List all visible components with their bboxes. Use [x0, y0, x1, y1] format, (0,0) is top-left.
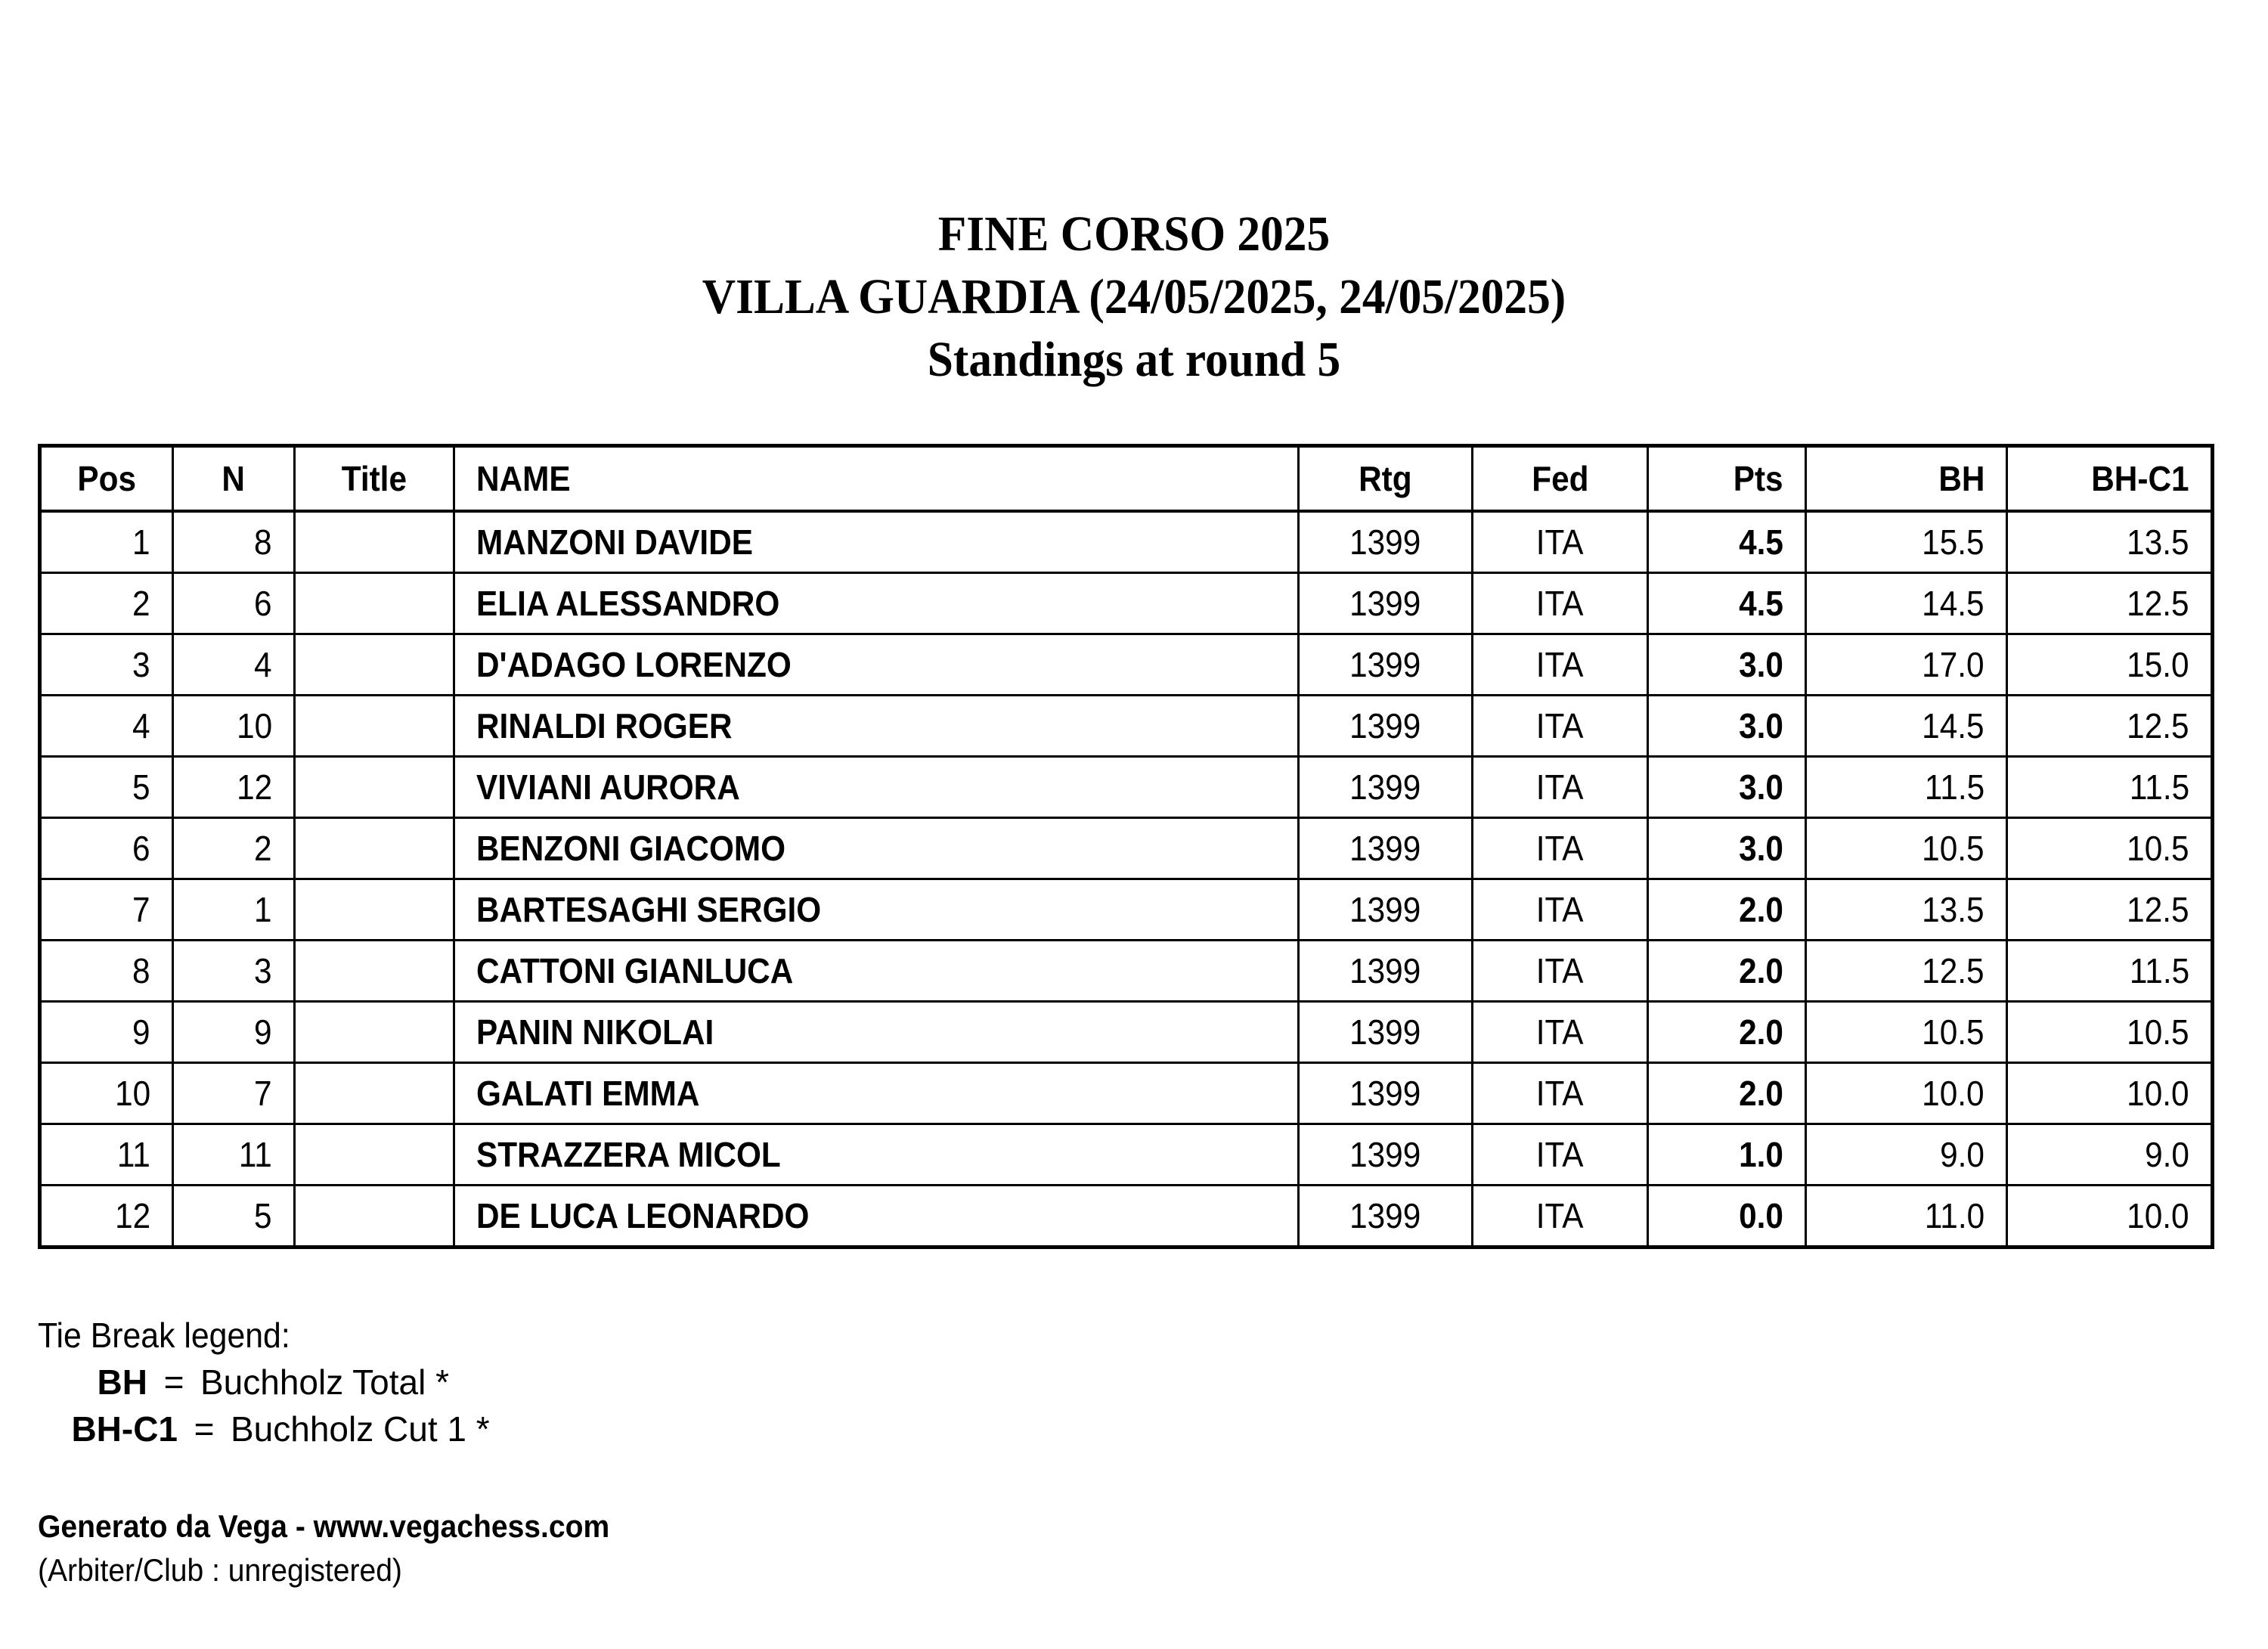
cell-title [295, 818, 454, 879]
table-row [40, 879, 2213, 941]
cell-buchholz-cut1: 10.0 [2007, 1063, 2213, 1124]
cell-buchholz-cut1: 13.5 [2007, 511, 2213, 573]
cell-n: 7 [173, 1063, 295, 1124]
legend-title: Tie Break legend: [38, 1316, 290, 1355]
cell-rating: 1399 [1299, 818, 1473, 879]
cell-pos: 3 [40, 634, 173, 696]
cell-title [295, 1186, 454, 1248]
cell-buchholz-cut1: 11.5 [2007, 757, 2213, 818]
cell-buchholz-cut1: 9.0 [2007, 1124, 2213, 1186]
cell-rating: 1399 [1299, 511, 1473, 573]
cell-pos: 8 [40, 941, 173, 1002]
cell-title [295, 1124, 454, 1186]
cell-federation: ITA [1473, 511, 1648, 573]
cell-n: 4 [173, 634, 295, 696]
cell-n: 8 [173, 511, 295, 573]
column-header-n: N [173, 446, 295, 512]
tie-break-legend [38, 1312, 490, 1452]
table-row [40, 696, 2213, 757]
cell-buchholz: 14.5 [1806, 696, 2007, 757]
cell-n: 5 [173, 1186, 295, 1248]
tournament-location-dates: VILLA GUARDIA (24/05/2025, 24/05/2025) [702, 269, 1566, 324]
cell-title [295, 1002, 454, 1063]
table-row [40, 634, 2213, 696]
cell-federation: ITA [1473, 1063, 1648, 1124]
cell-buchholz-cut1: 12.5 [2007, 696, 2213, 757]
cell-n: 12 [173, 757, 295, 818]
cell-player-name: VIVIANI AURORA [454, 757, 1299, 818]
cell-buchholz-cut1: 10.5 [2007, 1002, 2213, 1063]
cell-buchholz-cut1: 11.5 [2007, 941, 2213, 1002]
table-row [40, 511, 2213, 573]
cell-rating: 1399 [1299, 1063, 1473, 1124]
column-header-fed: Fed [1473, 446, 1648, 512]
cell-player-name: ELIA ALESSANDRO [454, 573, 1299, 634]
cell-federation: ITA [1473, 879, 1648, 941]
cell-n: 6 [173, 573, 295, 634]
table-row [40, 1002, 2213, 1063]
cell-points: 2.0 [1648, 1063, 1806, 1124]
legend-abbr: BH [97, 1362, 147, 1402]
cell-federation: ITA [1473, 1124, 1648, 1186]
cell-rating: 1399 [1299, 1124, 1473, 1186]
cell-rating: 1399 [1299, 573, 1473, 634]
cell-buchholz-cut1: 12.5 [2007, 879, 2213, 941]
cell-n: 3 [173, 941, 295, 1002]
table-row [40, 941, 2213, 1002]
cell-n: 1 [173, 879, 295, 941]
column-header-bh: BH [1806, 446, 2007, 512]
cell-federation: ITA [1473, 573, 1648, 634]
standings-table [38, 444, 2214, 1249]
cell-rating: 1399 [1299, 634, 1473, 696]
cell-player-name: BARTESAGHI SERGIO [454, 879, 1299, 941]
cell-title [295, 511, 454, 573]
document-footer [38, 1505, 652, 1592]
cell-buchholz: 10.0 [1806, 1063, 2007, 1124]
column-header-pos: Pos [40, 446, 173, 512]
cell-pos: 5 [40, 757, 173, 818]
table-row [40, 818, 2213, 879]
column-header-rtg: Rtg [1299, 446, 1473, 512]
cell-title [295, 634, 454, 696]
cell-buchholz: 15.5 [1806, 511, 2007, 573]
column-header-name: NAME [454, 446, 1299, 512]
cell-player-name: GALATI EMMA [454, 1063, 1299, 1124]
table-row [40, 757, 2213, 818]
cell-rating: 1399 [1299, 1186, 1473, 1248]
cell-n: 11 [173, 1124, 295, 1186]
table-row [40, 1124, 2213, 1186]
legend-item-bh [38, 1359, 490, 1406]
cell-player-name: CATTONI GIANLUCA [454, 941, 1299, 1002]
cell-buchholz: 11.5 [1806, 757, 2007, 818]
cell-buchholz-cut1: 12.5 [2007, 573, 2213, 634]
cell-buchholz: 14.5 [1806, 573, 2007, 634]
cell-buchholz: 9.0 [1806, 1124, 2007, 1186]
column-header-pts: Pts [1648, 446, 1806, 512]
cell-buchholz: 12.5 [1806, 941, 2007, 1002]
generator-credit: Generato da Vega - www.vegachess.com [38, 1508, 610, 1544]
cell-points: 0.0 [1648, 1186, 1806, 1248]
cell-points: 4.5 [1648, 573, 1806, 634]
legend-description: Buchholz Total * [200, 1362, 450, 1402]
cell-federation: ITA [1473, 941, 1648, 1002]
registration-status: (Arbiter/Club : unregistered) [38, 1552, 402, 1588]
cell-player-name: BENZONI GIACOMO [454, 818, 1299, 879]
cell-federation: ITA [1473, 818, 1648, 879]
column-header-title: Title [295, 446, 454, 512]
cell-rating: 1399 [1299, 696, 1473, 757]
cell-points: 3.0 [1648, 818, 1806, 879]
cell-buchholz-cut1: 15.0 [2007, 634, 2213, 696]
cell-pos: 2 [40, 573, 173, 634]
cell-title [295, 879, 454, 941]
cell-player-name: STRAZZERA MICOL [454, 1124, 1299, 1186]
cell-federation: ITA [1473, 1002, 1648, 1063]
cell-buchholz: 17.0 [1806, 634, 2007, 696]
legend-item-bh-c1 [38, 1406, 490, 1452]
cell-player-name: D'ADAGO LORENZO [454, 634, 1299, 696]
cell-buchholz-cut1: 10.0 [2007, 1186, 2213, 1248]
cell-rating: 1399 [1299, 941, 1473, 1002]
cell-n: 9 [173, 1002, 295, 1063]
cell-title [295, 573, 454, 634]
tournament-title: FINE CORSO 2025 [937, 206, 1331, 262]
cell-rating: 1399 [1299, 757, 1473, 818]
cell-buchholz-cut1: 10.5 [2007, 818, 2213, 879]
cell-buchholz: 10.5 [1806, 1002, 2007, 1063]
cell-title [295, 1063, 454, 1124]
cell-points: 3.0 [1648, 757, 1806, 818]
cell-buchholz: 11.0 [1806, 1186, 2007, 1248]
cell-player-name: PANIN NIKOLAI [454, 1002, 1299, 1063]
cell-federation: ITA [1473, 1186, 1648, 1248]
cell-points: 3.0 [1648, 634, 1806, 696]
legend-equals: = [194, 1409, 215, 1449]
legend-abbr: BH-C1 [71, 1409, 178, 1449]
cell-federation: ITA [1473, 696, 1648, 757]
table-row [40, 573, 2213, 634]
document-header [0, 203, 2268, 391]
table-header-row [40, 446, 2213, 512]
table-row [40, 1186, 2213, 1248]
cell-title [295, 757, 454, 818]
cell-rating: 1399 [1299, 1002, 1473, 1063]
legend-description: Buchholz Cut 1 * [231, 1409, 490, 1449]
cell-title [295, 696, 454, 757]
cell-points: 2.0 [1648, 1002, 1806, 1063]
cell-buchholz: 13.5 [1806, 879, 2007, 941]
cell-player-name: RINALDI ROGER [454, 696, 1299, 757]
legend-equals: = [163, 1362, 184, 1402]
standings-body [40, 511, 2213, 1248]
cell-pos: 9 [40, 1002, 173, 1063]
cell-pos: 12 [40, 1186, 173, 1248]
cell-pos: 10 [40, 1063, 173, 1124]
cell-pos: 7 [40, 879, 173, 941]
column-header-bh-c1: BH-C1 [2007, 446, 2213, 512]
cell-points: 4.5 [1648, 511, 1806, 573]
cell-title [295, 941, 454, 1002]
cell-buchholz: 10.5 [1806, 818, 2007, 879]
cell-rating: 1399 [1299, 879, 1473, 941]
cell-n: 10 [173, 696, 295, 757]
cell-points: 3.0 [1648, 696, 1806, 757]
cell-pos: 4 [40, 696, 173, 757]
cell-player-name: MANZONI DAVIDE [454, 511, 1299, 573]
cell-points: 2.0 [1648, 941, 1806, 1002]
cell-pos: 11 [40, 1124, 173, 1186]
cell-points: 1.0 [1648, 1124, 1806, 1186]
cell-player-name: DE LUCA LEONARDO [454, 1186, 1299, 1248]
cell-n: 2 [173, 818, 295, 879]
cell-pos: 6 [40, 818, 173, 879]
standings-round: Standings at round 5 [927, 332, 1341, 387]
cell-points: 2.0 [1648, 879, 1806, 941]
cell-pos: 1 [40, 511, 173, 573]
table-row [40, 1063, 2213, 1124]
cell-federation: ITA [1473, 757, 1648, 818]
cell-federation: ITA [1473, 634, 1648, 696]
